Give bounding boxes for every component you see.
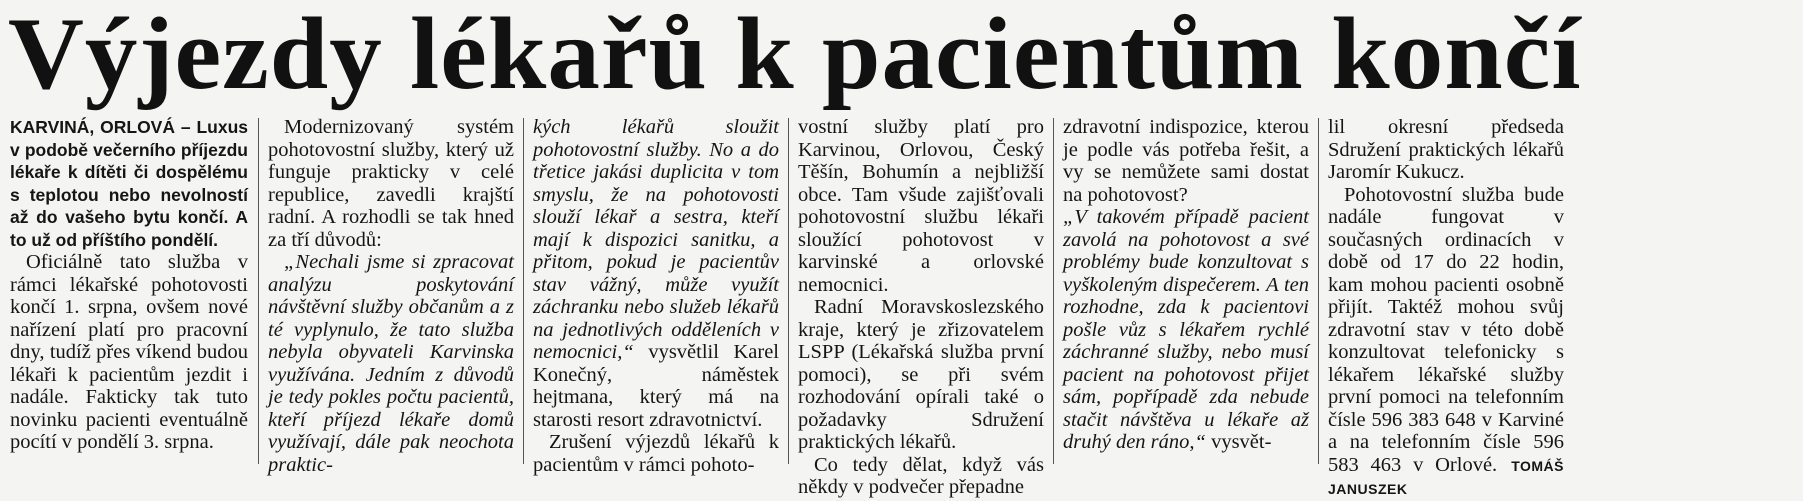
column-4 (798, 116, 1044, 498)
paragraph (1063, 206, 1309, 454)
column-divider (1053, 118, 1054, 464)
quote: „Nechali jsme si zpracovat analýzu poskytování návštěvní služby občanům a z té vyplynulo, že tato služba nebyla obyvateli Karvinska využívána. Jedním z důvodů je tedy pokles počtu pacientů, kteří příjezd lékaře domů využívají, dále pak neochota praktic- (268, 251, 514, 476)
paragraph: Radní Moravskoslezského kraje, který je zřizovatelem LSPP (Lékařská služba první pomoci), se při svém rozhodování opírali také o požadavky Sdružení praktických lékařů. (798, 296, 1044, 453)
paragraph-text: Pohotovostní služba bude nadále fungovat v současných ordinacích v době od 17 do 22 hodin, kam mohou pacienti osobně přijít. Taktéž mohou svůj zdravotní stav v této době konzultovat telefonicky s lékařem lékařské služby první pomoci na telefonním čísle 596 383 648 v Karviné a na telefonním čísle 596 583 463 v Orlové. (1328, 183, 1564, 476)
paragraph: Oficiálně tato služba v rámci lékařské pohotovosti končí 1. srpna, ovšem nové nařízení platí pro pracovní dny, tudíž přes víkend budou lékaři k pacientům jezdit i nadále. Fakticky tak tuto novinku pacienti eventuálně pocítí v pondělí 3. srpna. (10, 251, 248, 453)
quote-attribution: vysvět- (1205, 431, 1272, 453)
paragraph (533, 116, 779, 431)
column-5 (1063, 116, 1309, 466)
paragraph: zdravotní indispozice, kterou je podle vás potřeba řešit, a vy se nemůžete sami dostat na pohotovost? (1063, 116, 1309, 206)
column-divider (523, 118, 524, 464)
column-3 (533, 116, 779, 476)
lead-paragraph: KARVINÁ, ORLOVÁ – Luxus v podobě večerního příjezdu lékaře k dítěti či dospělému s teplotou nebo nevolností až do vašeho bytu končí. A to už od příštího pondělí. (10, 117, 248, 250)
paragraph: Zrušení výjezdů lékařů k pacientům v rámci pohoto- (533, 431, 779, 476)
paragraph: vostní služby platí pro Karvinou, Orlovou, Český Těšín, Bohumín a nejbližší obce. Tam všude zajišťovali pohotovostní službu lékaři sloužící pohotovost v karvinské a orlovské nemocnici. (798, 116, 1044, 296)
quote: kých lékařů sloužit pohotovostní služby. No a do třetice jakási duplicita v tom smyslu, že na pohotovosti slouží lékař a sestra, kteří mají k dispozici sanitku, a přitom, pokud je pacientův stav vážný, může využít záchranku nebo služeb lékařů na jednotlivých odděleních v nemocnici,“ (533, 116, 779, 363)
column-1 (10, 116, 248, 466)
paragraph (1328, 184, 1564, 501)
column-2 (268, 116, 514, 476)
paragraph: lil okresní předseda Sdružení praktických lékařů Jaromír Kukucz. (1328, 116, 1564, 183)
quote: „V takovém případě pacient zavolá na pohotovost a své problémy bude konzultovat s vyškoleným dispečerem. A ten rozhodne, zda k pacientovi pošle vůz s lékařem rychlé záchranné služby, nebo musí pacient na pohotovost přijet sám, popřípadě zda nebude stačit návštěva u lékaře až druhý den ráno,“ (1063, 206, 1309, 453)
headline: Výjezdy lékařů k pacientům končí (8, 0, 1582, 111)
paragraph: Co tedy dělat, když vás někdy v podvečer přepadne (798, 453, 1044, 498)
article-columns (0, 116, 1770, 498)
paragraph: Modernizovaný systém pohotovostní služby, který už funguje prakticky v celé republice, zavedli krajští radní. A rozhodli se tak hned za tří důvodů: (268, 116, 514, 251)
column-6 (1328, 116, 1564, 497)
column-divider (258, 118, 259, 464)
quote-attribution: vysvětlil Karel Konečný, náměstek hejtmana, který má na starosti resort zdravotnictví. (533, 341, 779, 431)
author-byline: TOMÁŠ JANUSZEK (1328, 457, 1564, 497)
column-divider (788, 118, 789, 464)
column-divider (1318, 118, 1319, 464)
